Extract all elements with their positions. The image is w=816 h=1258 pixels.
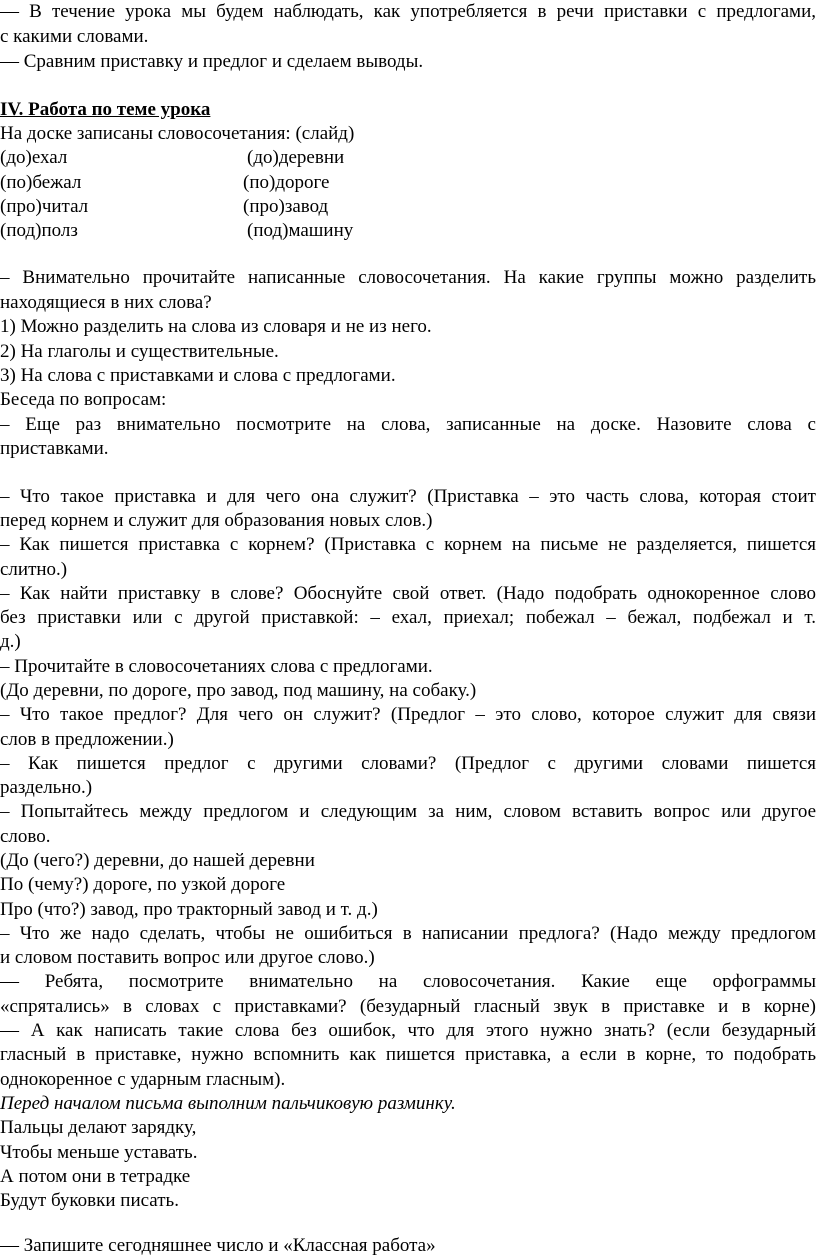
dialogue-line: Про (что?) завод, про тракторный завод и т. д.) [0, 899, 378, 920]
look-line-2: приставками. [0, 438, 109, 459]
phrase-row [0, 219, 816, 243]
board-line: На доске записаны словосочетания: (слайд) [0, 123, 355, 144]
task-question-line-1: – Внимательно прочитайте написанные словосочетания. На какие группы можно разделить [0, 267, 816, 288]
answer-1: 1) Можно разделить на слова из словаря и не из него. [0, 316, 432, 337]
dialogue-line: перед корнем и служит для образования новых слов.) [0, 510, 433, 531]
dialogue-line: – Как пишется предлог с другими словами? (Предлог с другими словами пишется [0, 753, 816, 774]
phrase-left: (по)бежал [0, 172, 82, 193]
phrase-right: (по)дороге [243, 172, 330, 193]
phrase-right: (до)деревни [247, 147, 345, 168]
dialogue-line: — А как написать такие слова без ошибок, что для этого нужно знать? (если безударный [0, 1020, 816, 1041]
dialogue-line: слитно.) [0, 559, 68, 580]
dialogue-line: д.) [0, 631, 21, 652]
intro-line-2: с какими словами. [0, 26, 149, 47]
dialogue-line: – Что такое предлог? Для чего он служит? (Предлог – это слово, которое служит для связи [0, 704, 816, 725]
poem-line: А потом они в тетрадке [0, 1166, 191, 1187]
warmup-title: Перед началом письма выполним пальчиковую разминку. [0, 1093, 456, 1114]
dialogue-line: – Что такое приставка и для чего она служит? (Приставка – это часть слова, которая стоит [0, 486, 816, 507]
phrase-row [0, 146, 816, 170]
dialogue-line: (До деревни, по дороге, про завод, под машину, на собаку.) [0, 680, 477, 701]
phrase-left: (про)читал [0, 196, 89, 217]
poem-line: Будут буковки писать. [0, 1190, 179, 1211]
closing-line: — Запишите сегодняшнее число и «Классная работа» [0, 1235, 436, 1256]
task-question-line-2: находящиеся в них слова? [0, 292, 212, 313]
dialogue-line: без приставки или с другой приставкой: – ехал, приехал; побежал – бежал, подбежал и т. [0, 607, 816, 628]
section-heading: IV. Работа по теме урока [0, 99, 211, 120]
poem-line: Чтобы меньше уставать. [0, 1142, 198, 1163]
dialogue-line: слово. [0, 826, 51, 847]
dialogue-line: слов в предложении.) [0, 729, 174, 750]
dialogue-line: – Как пишется приставка с корнем? (Приставка с корнем на письме не разделяется, пишется [0, 534, 816, 555]
dialogue-line: – Прочитайте в словосочетаниях слова с предлогами. [0, 656, 433, 677]
phrase-left: (под)полз [0, 220, 78, 241]
dialogue-line: – Как найти приставку в слове? Обоснуйте свой ответ. (Надо подобрать однокоренное слово [0, 583, 816, 604]
conversation-label: Беседа по вопросам: [0, 389, 167, 410]
phrase-row [0, 171, 816, 195]
phrase-right: (под)машину [247, 220, 354, 241]
dialogue-line: – Попытайтесь между предлогом и следующим за ним, словом вставить вопрос или другое [0, 801, 816, 822]
dialogue-line: однокоренное с ударным гласным). [0, 1069, 286, 1090]
intro-line-1: — В течение урока мы будем наблюдать, как употребляется в речи приставки с предлогами, [0, 1, 816, 22]
answer-2: 2) На глаголы и существительные. [0, 341, 279, 362]
dialogue-line: (До (чего?) деревни, до нашей деревни [0, 850, 315, 871]
phrase-left: (до)ехал [0, 147, 68, 168]
phrase-row [0, 195, 816, 219]
phrase-right: (про)завод [243, 196, 329, 217]
dialogue-line: гласный в приставке, нужно вспомнить как пишется приставка, а если в корне, то подобрать [0, 1044, 816, 1065]
dialogue-line: – Что же надо сделать, чтобы не ошибиться в написании предлога? (Надо между предлогом [0, 923, 816, 944]
dialogue-line: По (чему?) дороге, по узкой дороге [0, 874, 286, 895]
intro-line-3: — Сравним приставку и предлог и сделаем выводы. [0, 51, 424, 72]
answer-3: 3) На слова с приставками и слова с предлогами. [0, 365, 396, 386]
look-line-1: – Еще раз внимательно посмотрите на слова, записанные на доске. Назовите слова с [0, 414, 816, 435]
dialogue-line: и словом поставить вопрос или другое слово.) [0, 947, 375, 968]
dialogue-line: «спрятались» в словах с приставками? (безударный гласный звук в приставке и в корне) [0, 996, 816, 1017]
dialogue-line: раздельно.) [0, 777, 93, 798]
poem-line: Пальцы делают зарядку, [0, 1117, 197, 1138]
dialogue-line: — Ребята, посмотрите внимательно на словосочетания. Какие еще орфограммы [0, 971, 816, 992]
